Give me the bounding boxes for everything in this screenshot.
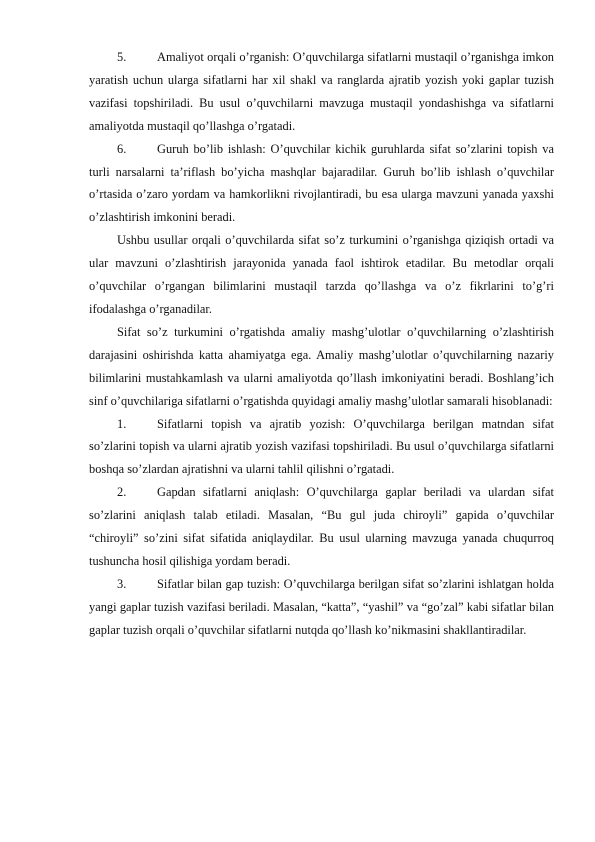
paragraph-text: Sifatlarni topish va ajratib yozish: O’quvchilarga berilgan matndan sifat so’zlarini topish va ularni ajratib yozish vazifasi topshiriladi. Bu usul o’quvchilarga sifatlarni boshqa so’zlardan ajratishni va ularni tahlil qilishni o’rgatadi. xyxy=(89,416,554,477)
paragraph-item-1 xyxy=(89,413,554,482)
paragraph-text: Sifatlar bilan gap tuzish: O’quvchilarga berilgan sifat so’zlarini ishlatgan holda yangi gaplar tuzish vazifasi beriladi. Masalan, “katta”, “yashil” va “go’zal” kabi sifatlar bilan gaplar tuzish orqali o’quvchilar sifatlarni nutqda qo’llash ko’nikmasini shakllantiradilar. xyxy=(89,576,554,637)
paragraph-item-6 xyxy=(89,138,554,230)
paragraph-methods-summary xyxy=(89,229,554,321)
list-number: 5. xyxy=(117,50,127,64)
list-number: 3. xyxy=(117,576,127,591)
paragraph-item-3 xyxy=(89,573,554,642)
paragraph-text: Guruh bo’lib ishlash: O’quvchilar kichik guruhlarda sifat so’zlarini topish va turli narsalarni ta’riflash bo’yicha mashqlar bajaradilar. Guruh bo’lib ishlash o’quvchilar o’rtasida o’zaro yordam va hamkorlikni rivojlantiradi, bu esa ularga mavzuni yanada yaxshi o’zlashtirish imkonini beradi. xyxy=(89,141,554,225)
paragraph-text: Amaliyot orqali o’rganish: O’quvchilarga sifatlarni mustaqil o’rganishga imkon yaratish uchun ularga sifatlarni har xil shakl va ranglarda ajratib yozish yoki gaplar tuzish vazifasi topshiriladi. Bu usul o’quvchilarni mavzuga mustaqil yondashishga va sifatlarni amaliyotda mustaqil qo’llashga o’rgatadi. xyxy=(89,50,554,133)
paragraph-practical-lessons xyxy=(89,321,554,413)
list-number: 2. xyxy=(117,485,127,500)
list-number: 6. xyxy=(117,141,127,156)
paragraph-text: Gapdan sifatlarni aniqlash: O’quvchilarga gaplar beriladi va ulardan sifat so’zlarini aniqlash talab etiladi. Masalan, “Bu gul juda chiroyli” gapida o’quvchilar “chiroyli” so’zini sifat sifatida aniqlaydilar. Bu usul ularning mavzuga yanada chuqurroq tushuncha hosil qilishiga yordam beradi. xyxy=(89,485,554,568)
paragraph-text: Ushbu usullar orqali o’quvchilarda sifat so’z turkumini o’rganishga qiziqish ortadi va ular mavzuni o’zlashtirish jarayonida yanada faol ishtirok etadilar. Bu metodlar orqali o’quvchilar o’rgangan bilimlarini mustaqil tarzda qo’llashga va o’z fikrlarini to’g’ri ifodalashga o’rganadilar. xyxy=(89,233,554,316)
paragraph-text: Sifat so’z turkumini o’rgatishda amaliy mashg’ulotlar o’quvchilarning o’zlashtirish darajasini oshirishda katta ahamiyatga ega. Amaliy mashg’ulotlar o’quvchilarning nazariy bilimlarini mustahkamlash va ularni amaliyotda qo’llash imkoniyatini beradi. Boshlang’ich sinf o’quvchilariga sifatlarni o’rgatishda quyidagi amaliy mashg’ulotlar samarali hisoblanadi: xyxy=(89,324,554,408)
paragraph-item-5 xyxy=(89,46,554,138)
list-number: 1. xyxy=(117,416,127,431)
paragraph-item-2 xyxy=(89,481,554,573)
